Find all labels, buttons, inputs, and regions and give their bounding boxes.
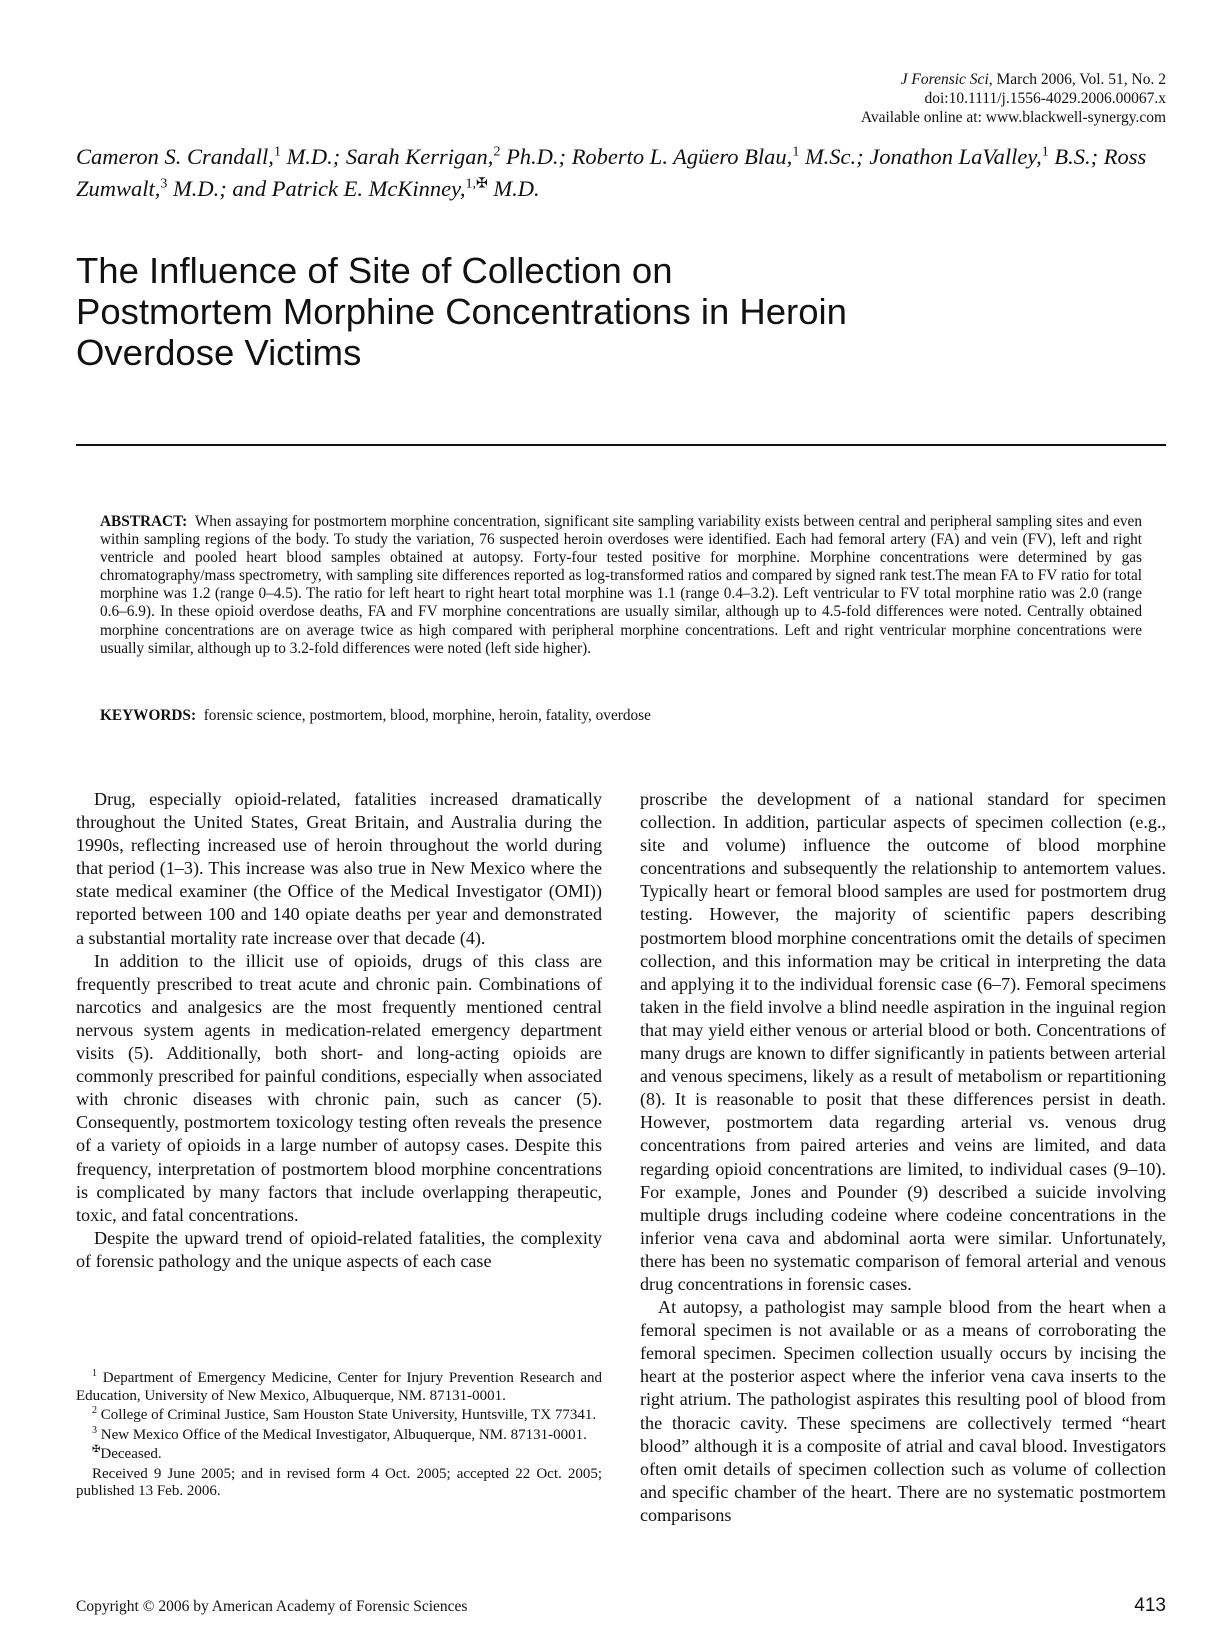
- page-number: 413: [1134, 1595, 1166, 1616]
- journal-header: [861, 70, 1166, 127]
- body-paragraph: In addition to the illicit use of opioids, drugs of this class are frequently prescribed to treat acute and chronic pain. Combinations of narcotics and analgesics are the most frequently mentioned central nervous system agents in medication-related emergency department visits (5). Additionally, both short- and long-acting opioids are commonly prescribed for painful conditions, especially when associated with chronic diseases with chronic pain, such as cancer (5). Consequently, postmortem toxicology testing often reveals the presence of a variety of opioids in a large number of autopsy cases. Despite this frequency, interpretation of postmortem blood morphine concentrations is complicated by many factors that include overlapping therapeutic, toxic, and fatal concentrations.: [76, 950, 602, 1225]
- title-line: Overdose Victims: [76, 332, 362, 373]
- footnote: $^2$ College of Criminal Justice, Sam Houston State University, Huntsville, TX 77341.: [92, 1405, 597, 1423]
- body-column-left: [76, 788, 602, 1273]
- author: and Patrick E. McKinney,$^{1,✠}$ M.D.: [226, 176, 540, 201]
- availability-note: Available online at: www.blackwell-synergy.com: [860, 109, 1166, 126]
- abstract: [100, 513, 1142, 658]
- footnotes: [76, 1370, 602, 1503]
- keywords-label: KEYWORDS:: [100, 707, 197, 724]
- journal-name: J Forensic Sci,: [900, 71, 993, 88]
- author: Jonathon LaValley,$^1$ B.S.;: [863, 144, 1099, 169]
- keywords: [100, 707, 1142, 725]
- footnote: $^3$ New Mexico Office of the Medical Investigator, Albuquerque, NM. 87131-0001.: [92, 1424, 587, 1443]
- abstract-label: ABSTRACT:: [100, 513, 188, 530]
- copyright-notice: Copyright © 2006 by American Academy of Forensic Sciences: [76, 1598, 468, 1615]
- journal-citation: [861, 70, 1166, 89]
- body-column-right: [640, 788, 1166, 1527]
- title-line: The Influence of Site of Collection on: [76, 250, 673, 291]
- title-divider: [76, 444, 1166, 446]
- body-paragraph: At autopsy, a pathologist may sample blood from the heart when a femoral specimen is not available or as a means of corroborating the femoral specimen. Specimen collection usually occurs by incising the heart at the posterior aspect where the inferior vena cava inserts to the right atrium. The pathologist aspirates this resulting pool of blood from the thoracic cavity. These specimens are collectively termed “heart blood” although it is a composite of atrial and caval blood. Investigators often omit details of specimen collection such as volume of collection and specific chamber of the heart. There are no systematic postmortem comparisons: [640, 1297, 1166, 1525]
- body-paragraph: Drug, especially opioid-related, fatalities increased dramatically throughout the United States, Great Britain, and Australia during the 1990s, reflecting increased use of heroin throughout the world during that period (1–3). This increase was also true in New Mexico where the state medical examiner (the Office of the Medical Investigator (OMI)) reported between 100 and 140 opiate deaths per year and demonstrated a substantial mortality rate increase over that decade (4).: [76, 789, 602, 948]
- author-list: [76, 141, 1166, 205]
- journal-issue: March 2006, Vol. 51, No. 2: [992, 71, 1166, 88]
- keywords-text: forensic science, postmortem, blood, morphine, heroin, fatality, overdose: [203, 707, 651, 724]
- received-dates: Received 9 June 2005; and in revised form 4 Oct. 2005; accepted 22 Oct. 2005; published 13 Feb. 2006.: [76, 1465, 602, 1499]
- article-title: [76, 250, 976, 373]
- author: Ross Zumwalt,$^3$ M.D.;: [76, 144, 1147, 201]
- abstract-text: When assaying for postmortem morphine concentration, significant site sampling variability exists between central and peripheral sampling sites and even within sampling regions of the body. To study the variation, 76 suspected heroin overdoses were identified. Each had femoral artery (FA) and vein (FV), left and right ventricle and pooled heart blood samples obtained at autopsy. Forty-four tested positive for morphine. Morphine concentrations were determined by gas chromatography/mass spectrometry, with sampling site differences reported as log-transformed ratios and compared by signed rank test.The mean FA to FV ratio for total morphine was 1.2 (range 0–4.5). The ratio for left heart to right heart total morphine was 1.1 (range 0.4–3.2). Left ventricular to FV total morphine ratio was 2.0 (range 0.6–6.9). In these opioid overdose deaths, FA and FV morphine concentrations are usually similar, although up to 4.5-fold differences were noted. Centrally obtained morphine concentrations are on average twice as high compared with peripheral morphine concentrations. Left and right ventricular morphine concentrations were usually similar, although up to 3.2-fold differences were noted (left side higher).: [100, 513, 1142, 657]
- title-line: Postmortem Morphine Concentrations in Heroin: [76, 291, 847, 332]
- author: Sarah Kerrigan,$^2$ Ph.D.;: [340, 144, 567, 169]
- author: Cameron S. Crandall,$^1$ M.D.;: [76, 144, 341, 169]
- doi: doi:10.1111/j.1556-4029.2006.00067.x: [924, 90, 1166, 107]
- author: Roberto L. Agüero Blau,$^1$ M.Sc.;: [566, 144, 864, 169]
- body-paragraph: Despite the upward trend of opioid-related fatalities, the complexity of forensic pathology and the unique aspects of each case: [76, 1227, 602, 1271]
- footnote: ✠Deceased.: [92, 1444, 162, 1462]
- footnote: $^1$ Department of Emergency Medicine, Center for Injury Prevention Research and Education, University of New Mexico, Albuquerque, NM. 87131-0001.: [76, 1368, 602, 1404]
- body-paragraph: proscribe the development of a national standard for specimen collection. In addition, particular aspects of specimen collection (e.g., site and volume) influence the outcome of blood morphine concentrations and subsequently the relationship to antemortem values. Typically heart or femoral blood samples are used for postmortem drug testing. However, the majority of scientific papers describing postmortem blood morphine concentrations omit the details of specimen collection, and this information may be critical in interpreting the data and applying it to the individual forensic case (6–7). Femoral specimens taken in the field involve a blind needle aspiration in the inguinal region that may yield either venous or arterial blood or both. Concentrations of many drugs are known to differ significantly in patients between arterial and venous specimens, likely as a result of metabolism or repartitioning (8). It is reasonable to posit that these differences persist in death. However, postmortem data regarding arterial vs. venous drug concentrations from paired arteries and veins are limited, and data regarding opioid concentrations are limited, to individual cases (9–10). For example, Jones and Pounder (9) described a suicide involving multiple drugs including codeine where codeine concentrations in the inferior vena cava and abdominal aorta were similar. Unfortunately, there has been no systematic comparison of femoral arterial and venous drug concentrations in forensic cases.: [640, 789, 1166, 1294]
